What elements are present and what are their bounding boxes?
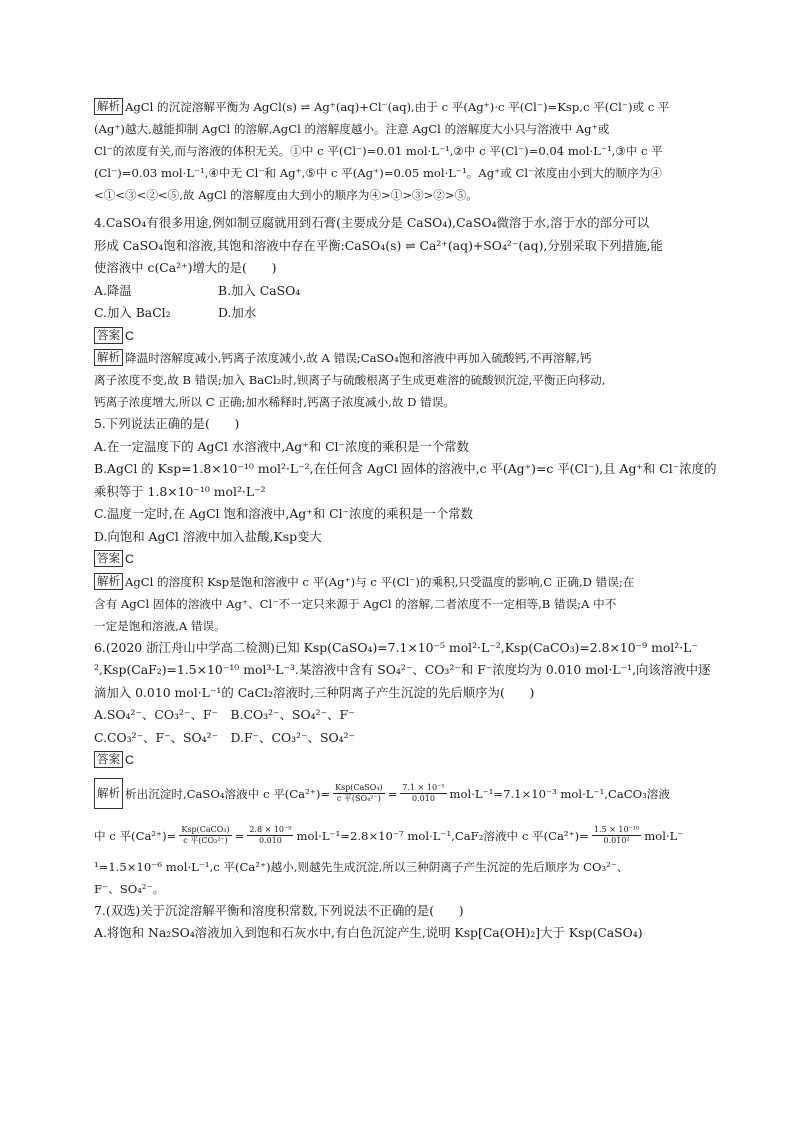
answer-tag: 答案 bbox=[94, 327, 123, 344]
question-stem: 形成 CaSO₄饱和溶液,其饱和溶液中存在平衡:CaSO₄(s) ⇌ Ca²⁺(aq)+SO₄²⁻(aq),分别采取下列措施,能 bbox=[94, 237, 663, 253]
option-row bbox=[94, 280, 704, 303]
question-stem: 使溶液中 c(Ca²⁺)增大的是( ) bbox=[94, 260, 277, 275]
question-stem: 6.(2020 浙江舟山中学高二检测)已知 Ksp(CaSO₄)=7.1×10⁻⁵ mol²·L⁻²,Ksp(CaCO₃)=2.8×10⁻⁹ mol²·L⁻ bbox=[94, 639, 698, 655]
question-stem: 7.(双选)关于沉淀溶解平衡和溶度积常数,下列说法不正确的是( ) bbox=[94, 902, 464, 918]
explanation-line: 降温时溶解度减小,钙离子浓度减小,故 A 错误;CaSO₄饱和溶液中再加入硫酸钙,不再溶解,钙 bbox=[125, 351, 592, 365]
option-a: A.在一定温度下的 AgCl 水溶液中,Ag⁺和 Cl⁻浓度的乘积是一个常数 bbox=[94, 438, 469, 454]
answer-value: C bbox=[125, 552, 134, 566]
answer-line bbox=[94, 325, 704, 348]
option-b: B.AgCl 的 Ksp=1.8×10⁻¹⁰ mol²·L⁻²,在任何含 AgCl 固体的溶液中,c 平(Ag⁺)=c 平(Cl⁻),且 Ag⁺和 Cl⁻浓度的 bbox=[94, 461, 717, 476]
explanation-tag: 解析 bbox=[94, 349, 123, 366]
fraction: $\frac{\text{Ksp(CaSO₄)}}{\text{c 平(SO₄²⁻)}}$ bbox=[335, 783, 383, 803]
answer-value: C bbox=[125, 328, 134, 343]
explanation-line: Cl⁻的浓度有关,而与溶液的体积无关。①中 c 平(Cl⁻)=0.01 mol·L⁻¹,②中 c 平(Cl⁻)=0.04 mol·L⁻¹,③中 c 平 bbox=[94, 144, 663, 158]
option-b: B.加入 CaSO₄ bbox=[218, 282, 301, 298]
question-5 bbox=[94, 413, 717, 637]
explanation-line: 离子浓度不变,故 B 错误;加入 BaCl₂时,钡离子与硫酸根离子生成更难溶的硫酸钡沉淀,平衡正向移动, bbox=[94, 373, 606, 387]
explanation-text: mol·L⁻¹=2.8×10⁻⁷ mol·L⁻¹,CaF₂溶液中 c 平(Ca²⁺)= bbox=[296, 828, 589, 843]
fraction: $\frac{\text{Ksp(CaCO₃)}}{\text{c 平(CO₃²⁻)}}$ bbox=[181, 825, 230, 845]
explanation-line: AgCl 的溶度积 Ksp是饱和溶液中 c 平(Ag⁺)与 c 平(Cl⁻)的乘积,只受温度的影响,C 正确,D 错误;在 bbox=[125, 574, 635, 589]
option-c: C.温度一定时,在 AgCl 饱和溶液中,Ag⁺和 Cl⁻浓度的乘积是一个常数 bbox=[94, 506, 473, 521]
explanation-line: 钙离子浓度增大,所以 C 正确;加水稀释时,钙离子浓度减小,故 D 错误。 bbox=[94, 395, 455, 409]
fraction: $\frac{\text{7.1 × 10⁻⁵}}{0.010}$ bbox=[402, 783, 445, 803]
option-d: D.向饱和 AgCl 溶液中加入盐酸,Ksp变大 bbox=[94, 528, 322, 544]
explanation-line: (Ag⁺)越大,越能抑制 AgCl 的溶解,AgCl 的溶解度越小。注意 AgCl 的溶解度大小只与溶液中 Ag⁺或 bbox=[94, 122, 610, 136]
explanation-line: AgCl 的沉淀溶解平衡为 AgCl(s) ⇌ Ag⁺(aq)+Cl⁻(aq),由于 c 平(Ag⁺)·c 平(Cl⁻)=Ksp,c 平(Cl⁻)或 c 平 bbox=[125, 100, 670, 114]
fraction: $\frac{\text{1.5 × 10⁻¹⁰}}{\text{0.010²}}$ bbox=[593, 825, 640, 845]
question-4 bbox=[94, 212, 704, 413]
explanation-formula-line: 解析 析出沉淀时,CaSO₄溶液中 c 平(Ca²⁺)= $\frac{\text{Ksp(CaSO₄)}}{\text{c 平(SO₄²⁻)}}$ = $\frac{\text{7.1 × 10⁻⁵}}{0.010}$ mol·L⁻¹=7.1×10⁻³ mol·L⁻¹,CaCO₃溶液 bbox=[94, 772, 704, 816]
answer-line bbox=[94, 749, 704, 772]
question-7 bbox=[94, 900, 704, 945]
explanation-line: F⁻、SO₄²⁻。 bbox=[94, 881, 165, 896]
explanation-text: mol·L⁻¹=7.1×10⁻³ mol·L⁻¹,CaCO₃溶液 bbox=[449, 786, 670, 801]
explanation-tag: 解析 bbox=[94, 98, 123, 115]
explanation-line: <①<③<②<⑤,故 AgCl 的溶解度由大到小的顺序为④>①>③>②>⑤。 bbox=[94, 188, 478, 202]
explanation-tag: 解析 bbox=[94, 778, 123, 809]
answer-value: C bbox=[125, 753, 134, 767]
option-row: C.CO₃²⁻、F⁻、SO₄²⁻ D.F⁻、CO₃²⁻、SO₄²⁻ bbox=[94, 729, 356, 745]
question-stem: 滴加入 0.010 mol·L⁻¹的 CaCl₂溶液时,三种阴离子产生沉淀的先后顺序为( ) bbox=[94, 684, 535, 700]
explanation-text: 中 c 平(Ca²⁺)= bbox=[94, 828, 177, 843]
explanation-text: mol·L⁻ bbox=[644, 828, 684, 843]
document-page bbox=[94, 96, 717, 945]
question-6 bbox=[94, 637, 711, 900]
option-b-continued: 乘积等于 1.8×10⁻¹⁰ mol²·L⁻² bbox=[94, 483, 266, 499]
option-row: A.SO₄²⁻、CO₃²⁻、F⁻ B.CO₃²⁻、SO₄²⁻、F⁻ bbox=[94, 707, 355, 722]
explanation-tag: 解析 bbox=[94, 573, 123, 590]
answer-tag: 答案 bbox=[94, 751, 123, 768]
answer-line bbox=[94, 548, 704, 571]
fraction: $\frac{\text{2.8 × 10⁻⁹}}{0.010}$ bbox=[249, 825, 292, 845]
explanation-text: 析出沉淀时,CaSO₄溶液中 c 平(Ca²⁺)= bbox=[125, 786, 331, 801]
explanation-line: 含有 AgCl 固体的溶液中 Ag⁺、Cl⁻不一定只来源于 AgCl 的溶解,二者浓度不一定相等,B 错误;A 中不 bbox=[94, 596, 617, 611]
option-row bbox=[94, 302, 704, 325]
question-stem: 5.下列说法正确的是( ) bbox=[94, 416, 240, 431]
explanation-formula-line: 中 c 平(Ca²⁺)= $\frac{\text{Ksp(CaCO₃)}}{\text{c 平(CO₃²⁻)}}$ = $\frac{\text{2.8 × 10⁻⁹}}{0.010}$ mol·L⁻¹=2.8×10⁻⁷ mol·L⁻¹,CaF₂溶液中 c 平(Ca²⁺)= $\frac{\text{1.5 × 10⁻¹⁰}}{\text{0.010²}}$ mol·L⁻ bbox=[94, 825, 684, 845]
option-c: C.加入 BaCl₂ bbox=[94, 305, 171, 320]
explanation-line: ¹=1.5×10⁻⁶ mol·L⁻¹,c 平(Ca²⁺)越小,则越先生成沉淀,所以三种阴离子产生沉淀的先后顺序为 CO₃²⁻、 bbox=[94, 859, 629, 874]
option-a: A.降温 bbox=[94, 282, 132, 298]
explanation-line: 一定是饱和溶液,A 错误。 bbox=[94, 618, 226, 633]
option-a: A.将饱和 Na₂SO₄溶液加入到饱和石灰水中,有白色沉淀产生,说明 Ksp[Ca(OH)₂]大于 Ksp(CaSO₄) bbox=[94, 925, 643, 940]
option-d: D.加水 bbox=[218, 305, 257, 320]
q3-explanation bbox=[94, 96, 704, 206]
answer-tag: 答案 bbox=[94, 550, 123, 567]
question-stem: 4.CaSO₄有很多用途,例如制豆腐就用到石膏(主要成分是 CaSO₄),CaSO₄微溶于水,溶于水的部分可以 bbox=[94, 215, 650, 230]
explanation-line: (Cl⁻)=0.03 mol·L⁻¹,④中无 Cl⁻和 Ag⁺,⑤中 c 平(Ag⁺)=0.05 mol·L⁻¹。Ag⁺或 Cl⁻浓度由小到大的顺序为④ bbox=[94, 166, 662, 180]
question-stem: ²,Ksp(CaF₂)=1.5×10⁻¹⁰ mol³·L⁻³.某溶液中含有 SO₄²⁻、CO₃²⁻和 F⁻浓度均为 0.010 mol·L⁻¹,向该溶液中逐 bbox=[94, 662, 711, 677]
